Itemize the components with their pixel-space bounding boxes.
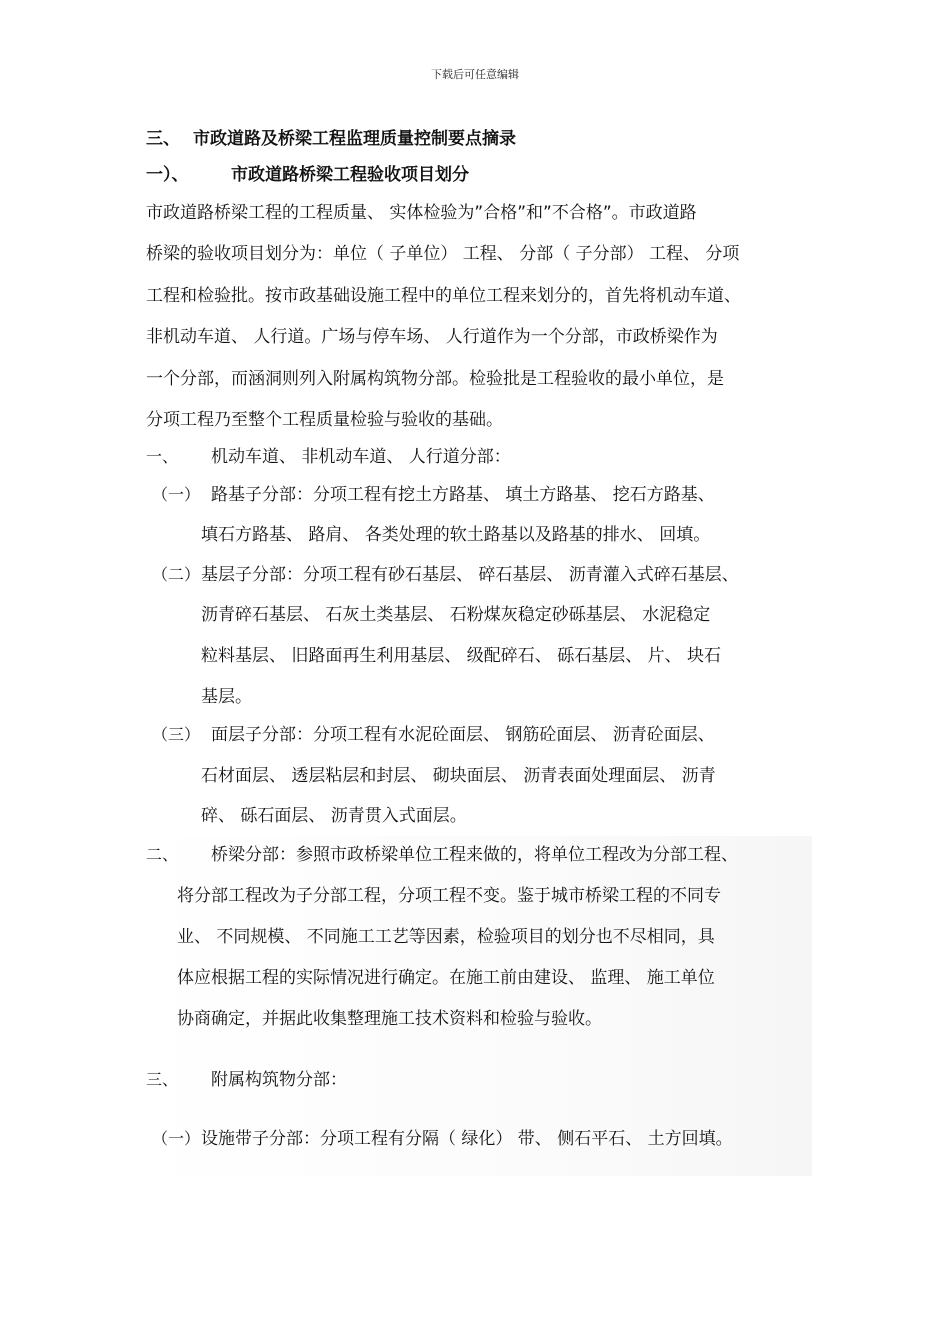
item-number: （一）	[152, 485, 201, 504]
section-line: 体应根据工程的实际情况进行确定。在施工前由建设、 监理、 施工单位	[177, 968, 715, 988]
item-line: 石材面层、 透层粘层和封层、 砌块面层、 沥青表面处理面层、 沥青	[201, 766, 716, 786]
section-line: 业、 不同规模、 不同施工工艺等因素，检验项目的划分也不尽相同，具	[177, 927, 715, 947]
item-number: （三）	[152, 725, 201, 744]
section-number: 一、	[146, 447, 179, 466]
section-line: 桥梁分部：参照市政桥梁单位工程来做的，将单位工程改为分部工程、	[211, 845, 738, 865]
intro-line: 非机动车道、 人行道。广场与停车场、 人行道作为一个分部，市政桥梁作为	[146, 327, 718, 347]
section-number: 三、	[146, 1070, 179, 1089]
item-line: 设施带子分部：分项工程有分隔（ 绿化） 带、 侧石平石、 土方回填。	[201, 1129, 733, 1149]
intro-line: 分项工程乃至整个工程质量检验与验收的基础。	[146, 410, 503, 430]
section-line: 将分部工程改为子分部工程，分项工程不变。鉴于城市桥梁工程的不同专	[177, 886, 721, 906]
item-line: 基层。	[201, 687, 252, 707]
item-line: 碎、 砾石面层、 沥青贯入式面层。	[201, 806, 467, 826]
title-number: 三、	[146, 129, 180, 149]
item-line: 填石方路基、 路肩、 各类处理的软土路基以及路基的排水、 回填。	[201, 525, 711, 545]
item-line: 沥青碎石基层、 石灰土类基层、 石粉煤灰稳定砂砾基层、 水泥稳定	[201, 605, 711, 625]
section-heading: 机动车道、 非机动车道、 人行道分部：	[211, 447, 511, 467]
item-number: （一）	[152, 1129, 201, 1148]
item-line: 面层子分部：分项工程有水泥砼面层、 钢筋砼面层、 沥青砼面层、	[211, 725, 715, 745]
intro-line: 桥梁的验收项目划分为：单位（ 子单位） 工程、 分部（ 子分部） 工程、 分项	[146, 244, 740, 264]
intro-line: 工程和检验批。按市政基础设施工程中的单位工程来划分的，首先将机动车道、	[146, 286, 741, 306]
section-subtitle: 市政道路桥梁工程验收项目划分	[231, 165, 469, 185]
item-line: 基层子分部：分项工程有砂石基层、 碎石基层、 沥青灌入式碎石基层、	[201, 565, 739, 585]
section-heading: 附属构筑物分部：	[211, 1070, 347, 1090]
item-number: （二）	[152, 565, 201, 584]
section-line: 协商确定，并据此收集整理施工技术资料和检验与验收。	[177, 1009, 602, 1029]
item-line: 粒料基层、 旧路面再生利用基层、 级配碎石、 砾石基层、 片、 块石	[201, 646, 722, 666]
section-number: 二、	[146, 845, 179, 864]
intro-line: 一个分部，而涵洞则列入附属构筑物分部。检验批是工程验收的最小单位，是	[146, 369, 724, 389]
page-header: 下载后可任意编辑	[431, 68, 519, 81]
subtitle-number: 一）、	[146, 165, 189, 185]
intro-line: 市政道路桥梁工程的工程质量、 实体检验为”合格”和”不合格”。市政道路	[146, 203, 697, 223]
item-line: 路基子分部：分项工程有挖土方路基、 填土方路基、 挖石方路基、	[211, 485, 715, 505]
document-title: 市政道路及桥梁工程监理质量控制要点摘录	[193, 129, 516, 149]
